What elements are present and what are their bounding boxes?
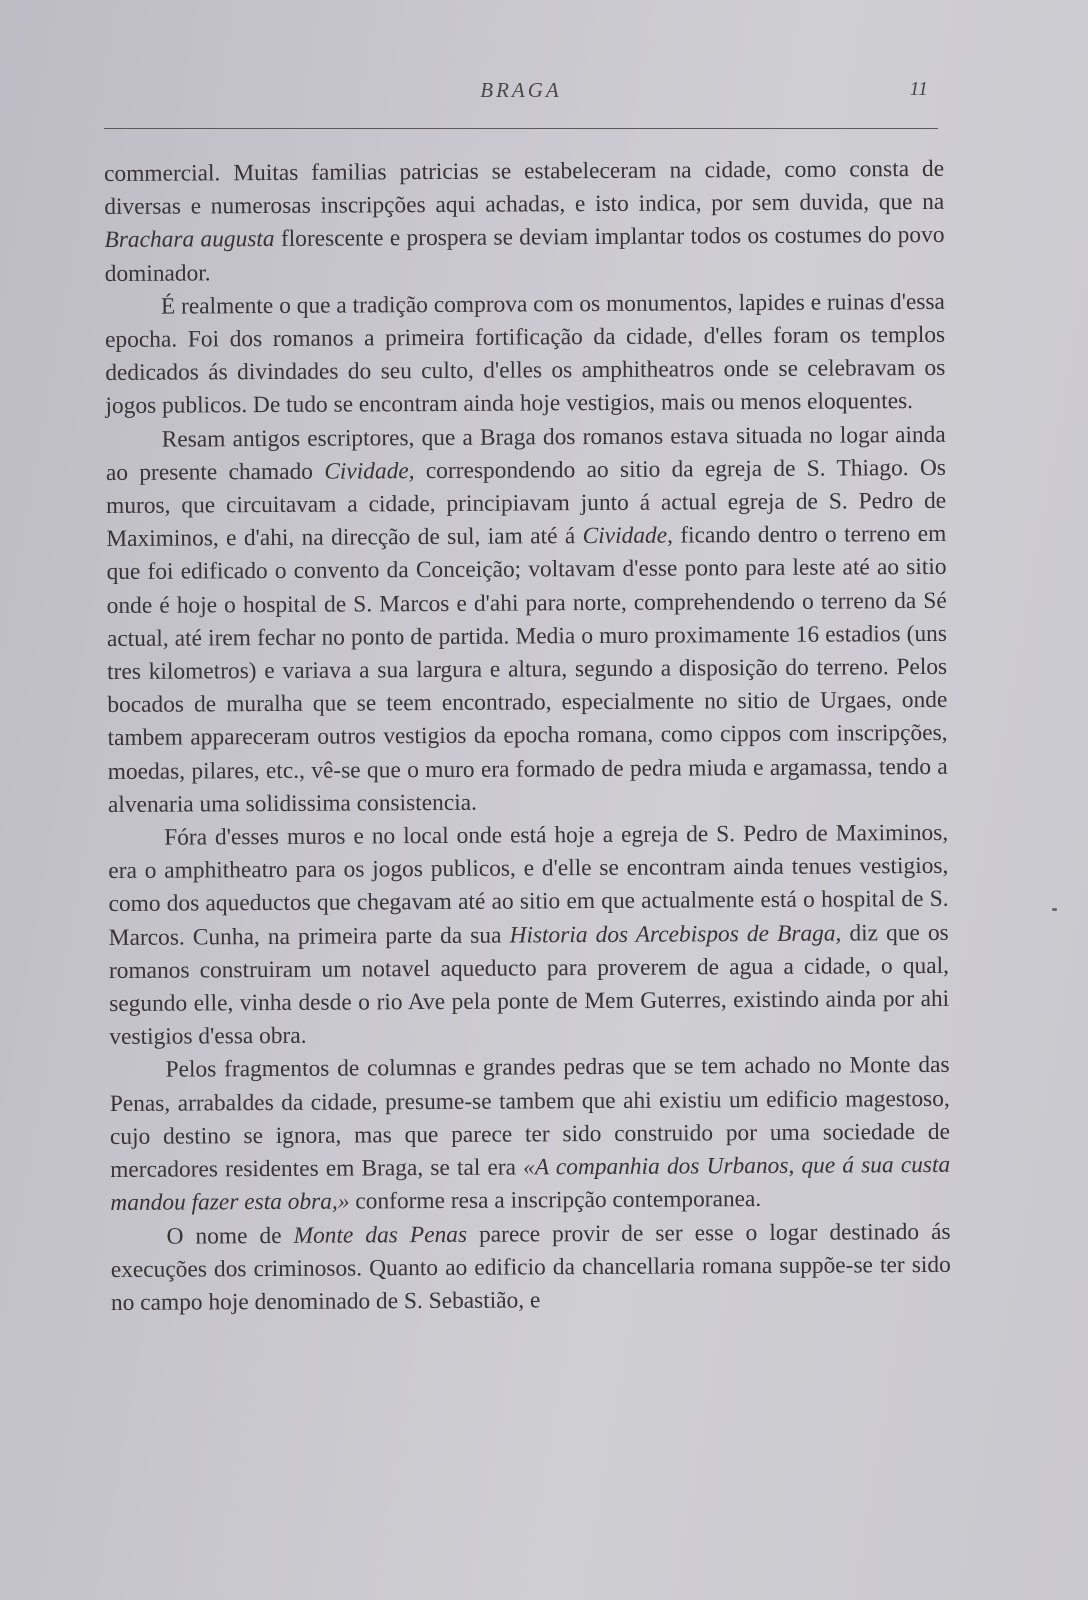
page-header (104, 78, 938, 108)
paragraph-5-text-b: conforme resa a inscripção contemporanea. (349, 1186, 762, 1215)
paragraph-3-text-c: ficando dentro o terreno em que foi edificado o convento da Conceição; voltavam d'esse ponto para leste até ao sitio onde é hoje o hospital de S. Marcos e d'ahi para norte, comprehendendo o terreno da Sé actual, até irem fechar no ponto de partida. Media o muro proximamente 16 estadios (uns tres kilometros) e variava a sua largura e altura, segundo a disposição do terreno. Pelos bocados de muralha que se teem encontrado, especialmente no sitio de Urgaes, onde tambem appareceram outros vestigios da epocha romana, como cippos com inscripções, moedas, pilares, etc., vê-se que o muro era formado de pedra miuda e argamassa, tendo a alvenaria uma solidissima consistencia. (106, 521, 948, 818)
paragraph-1 (104, 153, 945, 291)
paragraph-6-text-b: parece provir de ser esse o logar destinado ás execuções dos criminosos. Quanto ao edificio da chancellaria romana suppõe-se ter sido no campo hoje denominado de S. Sebastião, e (110, 1218, 951, 1316)
paragraph-3-text-a: Resam antigos escriptores, que a Braga dos romanos estava situada no logar ainda ao presente chamado (105, 421, 946, 486)
paragraph-2-text: É realmente o que a tradição comprova com os monumentos, lapides e ruinas d'essa epocha. Foi dos romanos a primeira fortificação da cidade, d'elles foram os templos dedicados ás divindades do seu culto, d'elles os amphitheatros onde se celebravam os jogos publicos. De tudo se encontram ainda hoje vestigios, mais ou menos eloquentes. (105, 288, 946, 420)
paragraph-3-text-b: correspondendo ao sitio da egreja de S. Thiago. Os muros, que circuitavam a cidade, principiavam junto á actual egreja de S. Pedro de Maximinos, e d'ahi, na direcção de sul, iam até á (106, 454, 947, 553)
paragraph-3 (106, 418, 948, 822)
header-rule (104, 128, 938, 129)
paragraph-4-italic-historia: Historia dos Arcebispos de Braga, (509, 920, 842, 949)
paragraph-2 (105, 286, 946, 424)
paragraph-4-text-a: Fóra d'esses muros e no local onde está hoje a egreja de S. Pedro de Maximinos, era o amphitheatro para os jogos publicos, e d'elle se encontram ainda tenues vestigios, como dos aqueductos que chegavam até ao sitio em que actualmente está o hospital de S. Marcos. Cunha, na primeira parte da sua (108, 819, 949, 951)
paragraph-6-italic-monte: Monte das Penas (293, 1221, 468, 1249)
page-number: 11 (909, 78, 928, 100)
running-title: BRAGA (480, 78, 562, 102)
paragraph-5 (109, 1049, 950, 1220)
margin-speck (1052, 908, 1057, 911)
body-text (104, 153, 951, 1320)
paragraph-4-text-b: diz que os romanos construiram um notavel aqueducto para proverem de agua a cidade, o qual, segundo elle, vinha desde o rio Ave pela ponte de Mem Guterres, existindo ainda por ahi vestigios d'essa obra. (108, 919, 950, 1051)
paragraph-6-text-a: O nome de (166, 1222, 294, 1250)
paragraph-3-italic-cividade-1: Cividade, (324, 457, 415, 485)
paragraph-3-italic-cividade-2: Cividade, (582, 522, 674, 550)
paragraph-1-text-b: florescente e prospera se deviam implantar todos os costumes do povo dominador. (104, 222, 945, 287)
paragraph-1-text-a: commercial. Muitas familias patricias se estabeleceram na cidade, como consta de diversas e numerosas inscripções aqui achadas, e isto indica, por sem duvida, que na (104, 155, 945, 221)
paragraph-5-italic-inscription: «A companhia dos Urbanos, que á sua custa mandou fazer esta obra,» (110, 1151, 951, 1217)
paragraph-5-text-a: Pelos fragmentos de columnas e grandes pedras que se tem achado no Monte das Penas, arrabaldes da cidade, presume-se tambem que ahi existiu um edificio magestoso, cujo destino se ignora, mas que parece ter sido construido por uma sociedade de mercadores residentes em Braga, se tal era (109, 1052, 951, 1184)
paragraph-6 (110, 1215, 951, 1320)
paragraph-1-italic-brachara: Brachara augusta (104, 226, 275, 254)
paragraph-4 (108, 817, 949, 1055)
